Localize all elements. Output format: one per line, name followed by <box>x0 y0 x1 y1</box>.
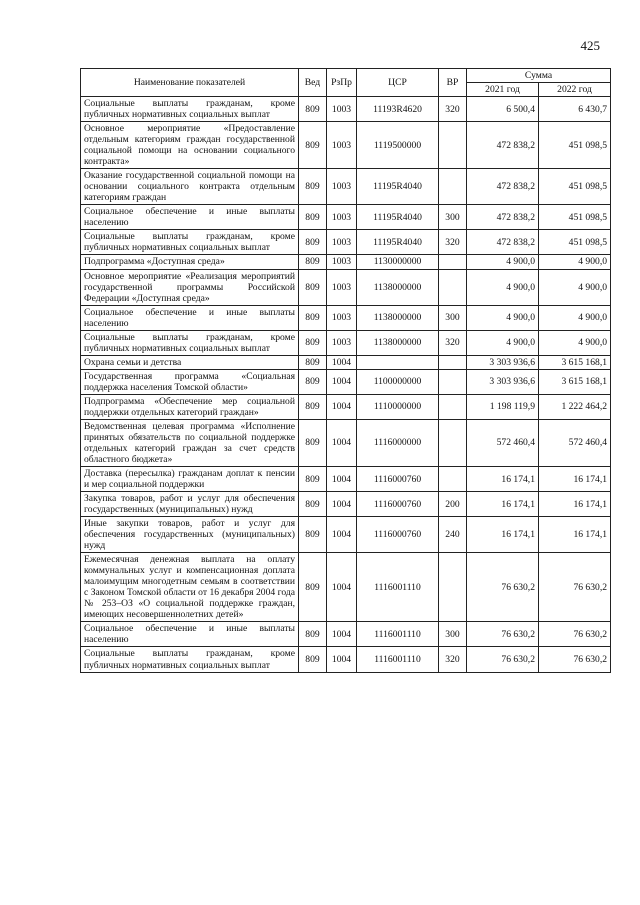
cell-rzpr: 1003 <box>327 305 357 330</box>
cell-y2022: 16 174,1 <box>539 517 611 553</box>
cell-ved: 809 <box>299 122 327 169</box>
table-row <box>81 647 611 672</box>
cell-name: Социальное обеспечение и иные выплаты населению <box>81 305 299 330</box>
cell-csr <box>357 355 439 369</box>
cell-vr: 240 <box>439 517 467 553</box>
cell-name: Социальное обеспечение и иные выплаты населению <box>81 205 299 230</box>
cell-y2022: 76 630,2 <box>539 622 611 647</box>
budget-table <box>80 68 611 673</box>
cell-rzpr: 1004 <box>327 492 357 517</box>
cell-y2022: 76 630,2 <box>539 647 611 672</box>
cell-csr: 1138000000 <box>357 269 439 305</box>
cell-name: Подпрограмма «Доступная среда» <box>81 255 299 269</box>
cell-y2021: 472 838,2 <box>467 169 539 205</box>
cell-ved: 809 <box>299 369 327 394</box>
cell-vr: 320 <box>439 97 467 122</box>
cell-rzpr: 1004 <box>327 394 357 419</box>
cell-y2021: 76 630,2 <box>467 553 539 622</box>
header-2022: 2022 год <box>539 83 611 97</box>
cell-name: Социальные выплаты гражданам, кроме публичных нормативных социальных выплат <box>81 647 299 672</box>
cell-ved: 809 <box>299 517 327 553</box>
cell-csr: 1116000760 <box>357 492 439 517</box>
cell-y2021: 472 838,2 <box>467 230 539 255</box>
cell-name: Закупка товаров, работ и услуг для обеспечения государственных (муниципальных) нужд <box>81 492 299 517</box>
cell-ved: 809 <box>299 647 327 672</box>
cell-y2021: 76 630,2 <box>467 647 539 672</box>
cell-name: Социальные выплаты гражданам, кроме публичных нормативных социальных выплат <box>81 230 299 255</box>
cell-vr <box>439 419 467 466</box>
cell-ved: 809 <box>299 255 327 269</box>
cell-y2022: 4 900,0 <box>539 330 611 355</box>
cell-vr <box>439 169 467 205</box>
cell-y2022: 4 900,0 <box>539 305 611 330</box>
cell-y2022: 451 098,5 <box>539 230 611 255</box>
cell-vr: 320 <box>439 647 467 672</box>
table-row <box>81 355 611 369</box>
table-row <box>81 394 611 419</box>
header-2021: 2021 год <box>467 83 539 97</box>
cell-ved: 809 <box>299 419 327 466</box>
cell-ved: 809 <box>299 492 327 517</box>
cell-csr: 11193R4620 <box>357 97 439 122</box>
cell-rzpr: 1003 <box>327 230 357 255</box>
cell-vr <box>439 355 467 369</box>
cell-ved: 809 <box>299 205 327 230</box>
cell-csr: 1110000000 <box>357 394 439 419</box>
cell-vr <box>439 369 467 394</box>
cell-csr: 1116000760 <box>357 517 439 553</box>
header-vr: ВР <box>439 69 467 97</box>
cell-y2021: 16 174,1 <box>467 492 539 517</box>
cell-y2021: 3 303 936,6 <box>467 355 539 369</box>
table-row <box>81 122 611 169</box>
cell-vr <box>439 467 467 492</box>
cell-y2021: 4 900,0 <box>467 305 539 330</box>
cell-name: Ежемесячная денежная выплата на оплату коммунальных услуг и компенсационная доплата малоимущим многодетным семьям в соответствии с Законом Томской области от 16 декабря 2004 года № 253–ОЗ «О социальной поддержке граждан, имеющих несовершеннолетних детей» <box>81 553 299 622</box>
cell-csr: 1116001110 <box>357 647 439 672</box>
cell-vr <box>439 394 467 419</box>
cell-ved: 809 <box>299 330 327 355</box>
cell-name: Социальные выплаты гражданам, кроме публичных нормативных социальных выплат <box>81 97 299 122</box>
cell-rzpr: 1003 <box>327 205 357 230</box>
cell-vr <box>439 553 467 622</box>
cell-y2022: 451 098,5 <box>539 205 611 230</box>
cell-y2022: 16 174,1 <box>539 467 611 492</box>
table-row <box>81 553 611 622</box>
cell-ved: 809 <box>299 269 327 305</box>
cell-y2021: 3 303 936,6 <box>467 369 539 394</box>
table-row <box>81 269 611 305</box>
cell-name: Социальное обеспечение и иные выплаты населению <box>81 622 299 647</box>
cell-name: Социальные выплаты гражданам, кроме публичных нормативных социальных выплат <box>81 330 299 355</box>
cell-vr: 320 <box>439 230 467 255</box>
cell-csr: 1100000000 <box>357 369 439 394</box>
table-row <box>81 205 611 230</box>
cell-y2021: 6 500,4 <box>467 97 539 122</box>
cell-y2021: 4 900,0 <box>467 330 539 355</box>
cell-y2022: 451 098,5 <box>539 169 611 205</box>
cell-vr: 200 <box>439 492 467 517</box>
cell-name: Иные закупки товаров, работ и услуг для обеспечения государственных (муниципальных) нужд <box>81 517 299 553</box>
cell-y2021: 1 198 119,9 <box>467 394 539 419</box>
cell-csr: 11195R4040 <box>357 230 439 255</box>
cell-rzpr: 1003 <box>327 330 357 355</box>
cell-name: Основное мероприятие «Реализация мероприятий государственной программы Российской Федерации «Доступная среда» <box>81 269 299 305</box>
cell-vr: 320 <box>439 330 467 355</box>
header-name: Наименование показателей <box>81 69 299 97</box>
cell-rzpr: 1004 <box>327 419 357 466</box>
cell-csr: 1116001110 <box>357 553 439 622</box>
cell-vr: 300 <box>439 622 467 647</box>
table-row <box>81 169 611 205</box>
cell-vr: 300 <box>439 205 467 230</box>
cell-rzpr: 1003 <box>327 97 357 122</box>
cell-y2021: 472 838,2 <box>467 205 539 230</box>
table-header <box>81 69 611 97</box>
cell-csr: 1138000000 <box>357 330 439 355</box>
table-row <box>81 492 611 517</box>
cell-ved: 809 <box>299 305 327 330</box>
cell-y2022: 3 615 168,1 <box>539 355 611 369</box>
cell-csr: 1138000000 <box>357 305 439 330</box>
cell-csr: 1116001110 <box>357 622 439 647</box>
cell-name: Охрана семьи и детства <box>81 355 299 369</box>
cell-y2022: 3 615 168,1 <box>539 369 611 394</box>
page-number: 425 <box>580 38 600 53</box>
cell-y2021: 16 174,1 <box>467 517 539 553</box>
cell-csr: 11195R4040 <box>357 205 439 230</box>
table-body <box>81 97 611 672</box>
cell-y2021: 4 900,0 <box>467 269 539 305</box>
table-row <box>81 419 611 466</box>
table-row <box>81 305 611 330</box>
table-row <box>81 517 611 553</box>
table-row <box>81 255 611 269</box>
cell-name: Оказание государственной социальной помощи на основании социального контракта отдельным категориям граждан <box>81 169 299 205</box>
cell-ved: 809 <box>299 394 327 419</box>
cell-ved: 809 <box>299 355 327 369</box>
cell-y2021: 76 630,2 <box>467 622 539 647</box>
header-sum: Сумма <box>467 69 611 83</box>
cell-y2022: 451 098,5 <box>539 122 611 169</box>
cell-name: Государственная программа «Социальная поддержка населения Томской области» <box>81 369 299 394</box>
cell-rzpr: 1004 <box>327 647 357 672</box>
cell-name: Основное мероприятие «Предоставление отдельным категориям граждан государственной социальной помощи на основании социального контракта» <box>81 122 299 169</box>
table-row <box>81 467 611 492</box>
cell-rzpr: 1004 <box>327 369 357 394</box>
cell-y2021: 16 174,1 <box>467 467 539 492</box>
table-row <box>81 330 611 355</box>
cell-y2021: 4 900,0 <box>467 255 539 269</box>
cell-ved: 809 <box>299 622 327 647</box>
table-row <box>81 369 611 394</box>
cell-rzpr: 1003 <box>327 169 357 205</box>
cell-rzpr: 1004 <box>327 622 357 647</box>
table-row <box>81 230 611 255</box>
cell-y2022: 572 460,4 <box>539 419 611 466</box>
cell-csr: 1116000000 <box>357 419 439 466</box>
cell-rzpr: 1003 <box>327 255 357 269</box>
cell-ved: 809 <box>299 553 327 622</box>
cell-vr <box>439 269 467 305</box>
cell-y2022: 76 630,2 <box>539 553 611 622</box>
cell-vr: 300 <box>439 305 467 330</box>
cell-rzpr: 1004 <box>327 553 357 622</box>
cell-csr: 1130000000 <box>357 255 439 269</box>
cell-name: Ведомственная целевая программа «Исполнение принятых обязательств по социальной поддержке отдельных категорий граждан за счет средств областного бюджета» <box>81 419 299 466</box>
cell-y2022: 4 900,0 <box>539 255 611 269</box>
cell-csr: 11195R4040 <box>357 169 439 205</box>
cell-name: Подпрограмма «Обеспечение мер социальной поддержки отдельных категорий граждан» <box>81 394 299 419</box>
header-rzpr: РзПр <box>327 69 357 97</box>
header-csr: ЦСР <box>357 69 439 97</box>
cell-y2022: 6 430,7 <box>539 97 611 122</box>
cell-rzpr: 1004 <box>327 355 357 369</box>
cell-rzpr: 1004 <box>327 467 357 492</box>
table-row <box>81 622 611 647</box>
cell-y2022: 16 174,1 <box>539 492 611 517</box>
cell-name: Доставка (пересылка) гражданам доплат к пенсии и мер социальной поддержки <box>81 467 299 492</box>
cell-rzpr: 1003 <box>327 269 357 305</box>
cell-ved: 809 <box>299 467 327 492</box>
cell-ved: 809 <box>299 97 327 122</box>
cell-y2021: 572 460,4 <box>467 419 539 466</box>
cell-rzpr: 1004 <box>327 517 357 553</box>
cell-csr: 1116000760 <box>357 467 439 492</box>
cell-rzpr: 1003 <box>327 122 357 169</box>
table-row <box>81 97 611 122</box>
cell-y2022: 4 900,0 <box>539 269 611 305</box>
cell-ved: 809 <box>299 169 327 205</box>
cell-vr <box>439 255 467 269</box>
cell-ved: 809 <box>299 230 327 255</box>
cell-y2022: 1 222 464,2 <box>539 394 611 419</box>
header-ved: Вед <box>299 69 327 97</box>
cell-csr: 1119500000 <box>357 122 439 169</box>
cell-vr <box>439 122 467 169</box>
cell-y2021: 472 838,2 <box>467 122 539 169</box>
